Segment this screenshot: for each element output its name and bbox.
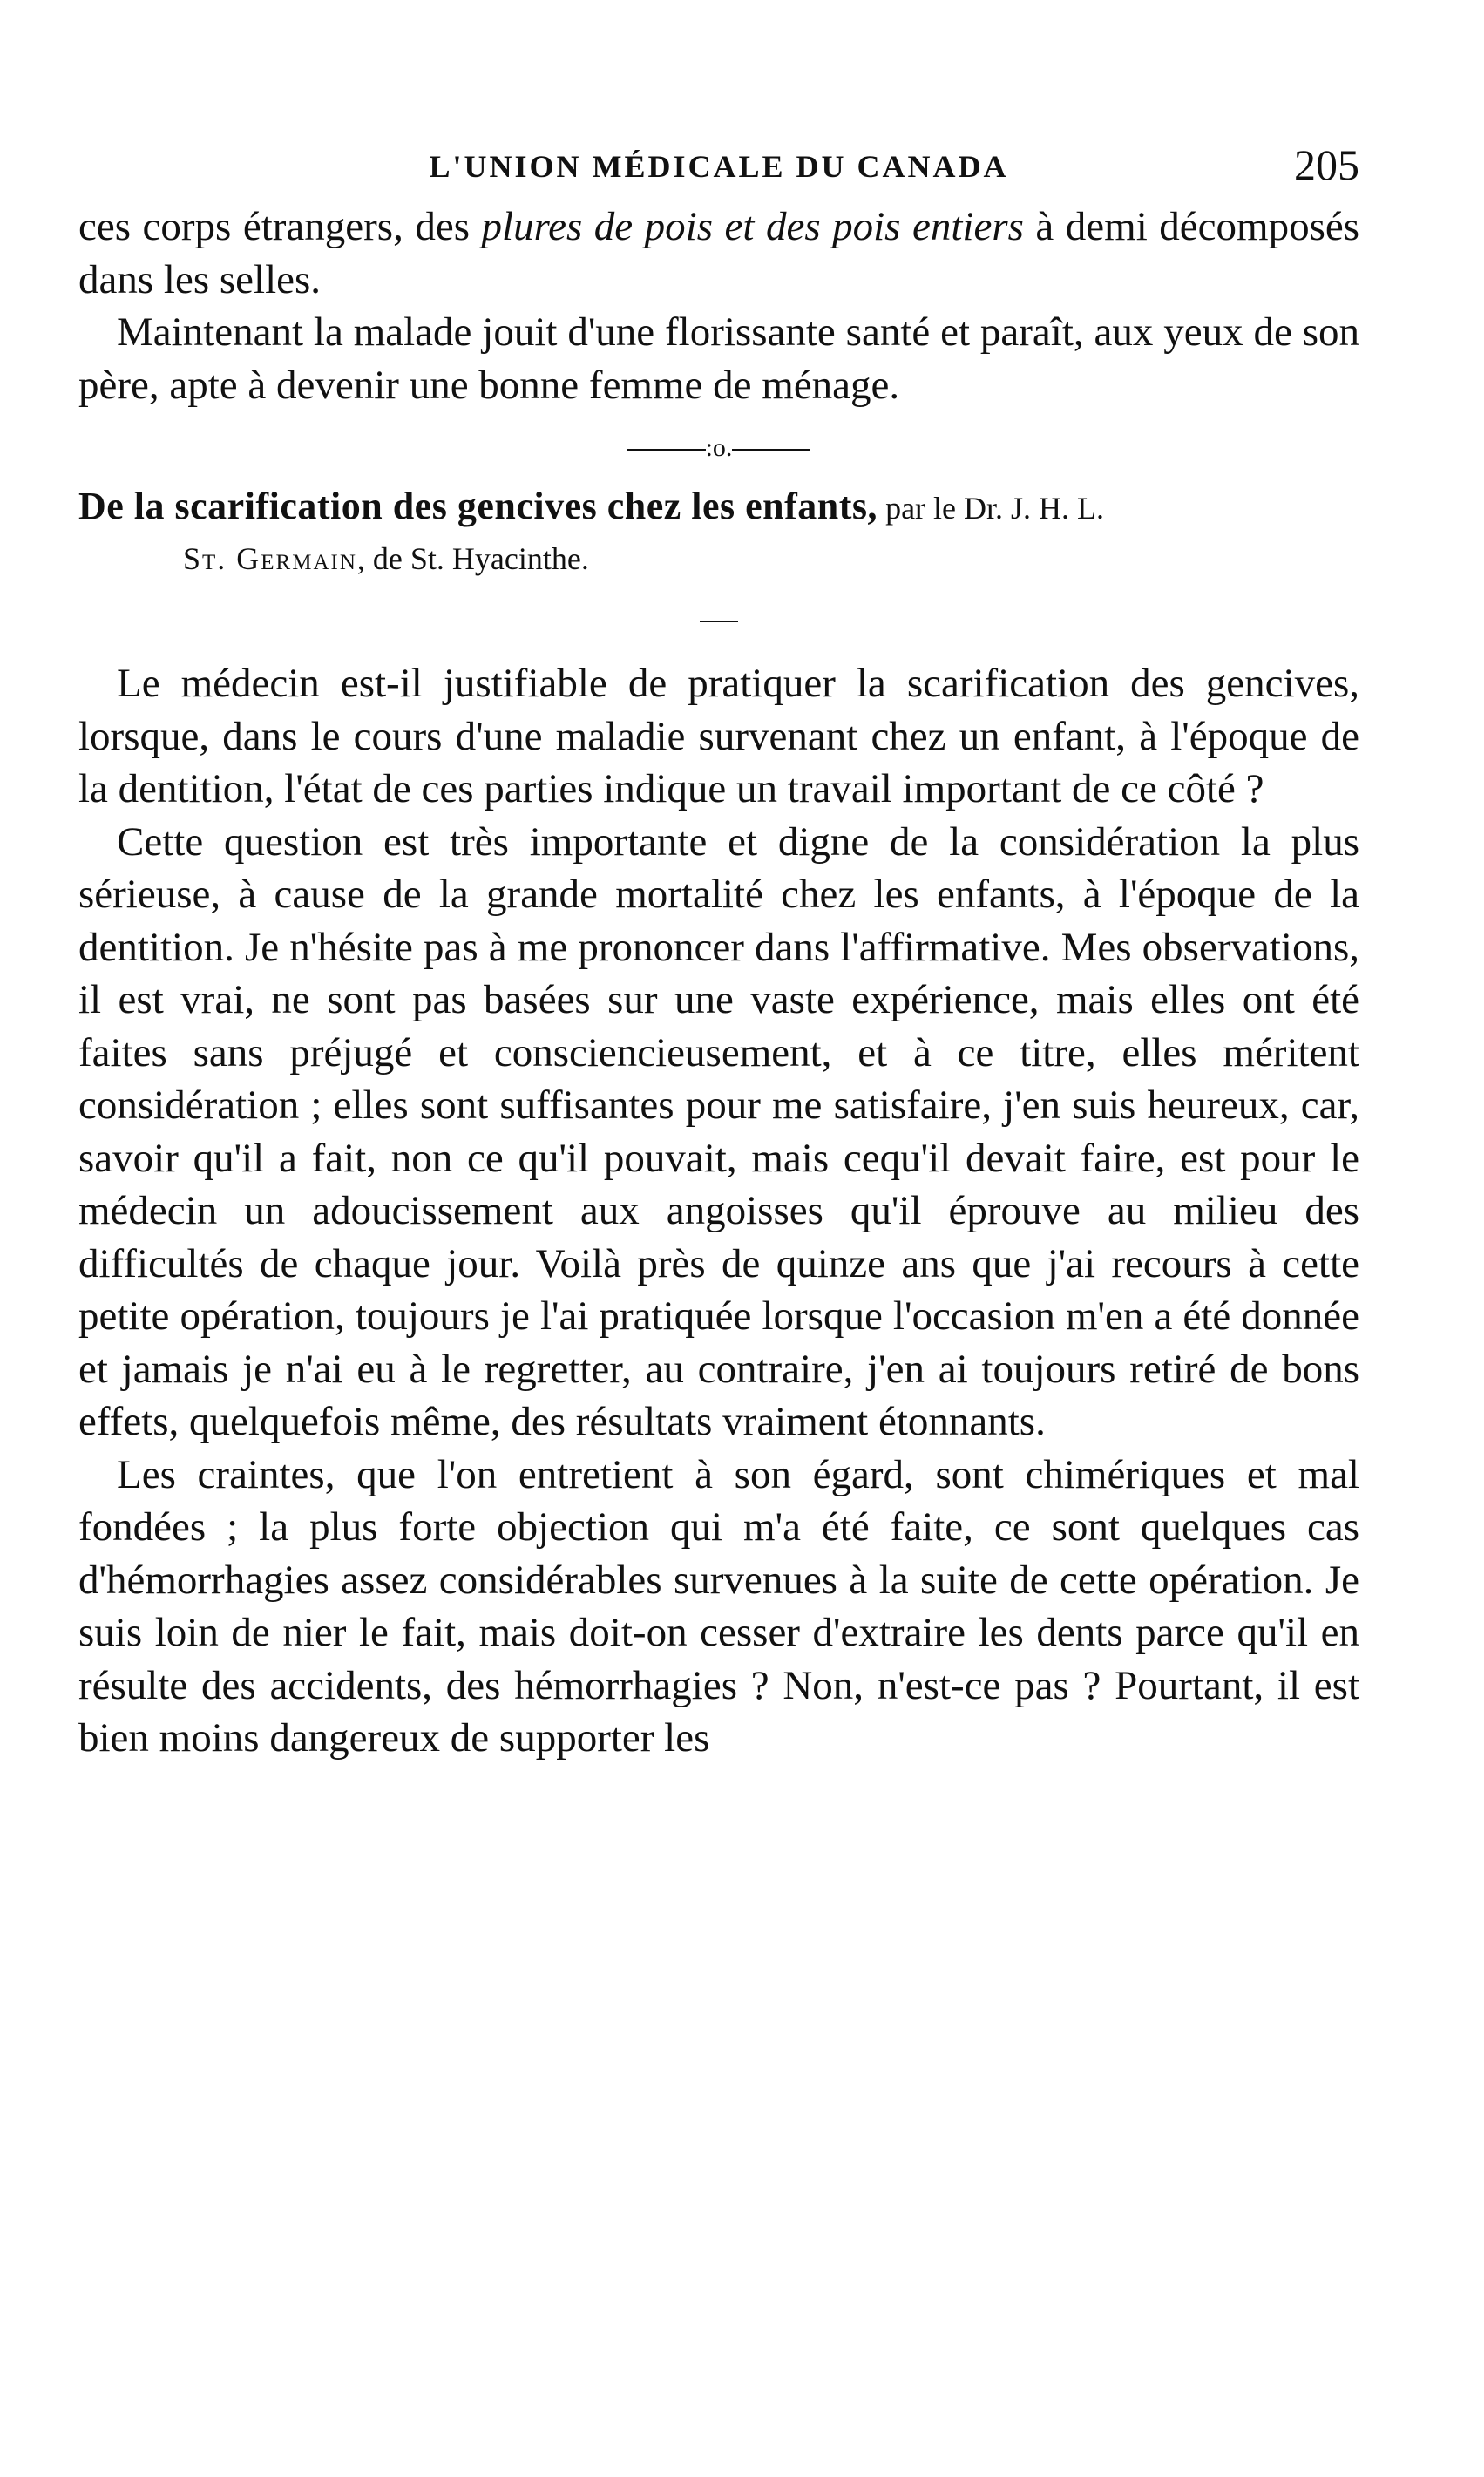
continued-text-end: à demi décomposés dans les selles. bbox=[78, 204, 1360, 302]
paragraph-answer: Cette question est très importante et digne de la considération la plus sérieuse, à cause de la grande mortalité chez les enfants, à l'époque de la dentition. Je n'hésite pas à me prononcer dans l'affirmative. Mes observations, il est vrai, ne sont pas basées sur une vaste expérience, mais elles ont été faites sans préjugé et consciencieusement, et à ce titre, elles méritent considération ; elles sont suffisantes pour me satisfaire, j'en suis heureux, car, savoir qu'il a fait, non ce qu'il pouvait, mais cequ'il devait faire, est pour le médecin un adoucissement aux angoisses qu'il éprouve au milieu des difficultés de chaque jour. Voilà près de quinze ans que j'ai recours à cette petite opération, toujours je l'ai pratiquée lorsque l'occasion m'en a été donnée et jamais je n'ai eu à le regretter, au contraire, j'en ai toujours retiré de bons effets, quelquefois même, des résultats vraiment étonnants. bbox=[78, 818, 1359, 1444]
italic-phrase: plures de pois et des pois entiers bbox=[481, 204, 1024, 249]
continued-paragraph bbox=[78, 200, 1359, 306]
section-separator bbox=[78, 431, 1359, 465]
author-place: , de St. Hyacinthe. bbox=[356, 541, 589, 576]
page-number: 205 bbox=[1294, 140, 1359, 189]
short-rule bbox=[700, 621, 738, 622]
page bbox=[78, 131, 1359, 1765]
paragraph-closing-case: Maintenant la malade jouit d'une florissante santé et paraît, aux yeux de son père, apte à devenir une bonne femme de ménage. bbox=[78, 309, 1359, 408]
continued-text-start: ces corps étrangers, des bbox=[78, 204, 482, 249]
author-name: St. Germain bbox=[183, 541, 357, 576]
running-title: L'UNION MÉDICALE DU CANADA bbox=[429, 149, 1009, 184]
separator-dash-right bbox=[732, 449, 810, 451]
running-head bbox=[78, 131, 1359, 200]
article-heading bbox=[78, 481, 1359, 584]
separator-dash-left bbox=[627, 449, 706, 451]
paragraph-objections: Les craintes, que l'on entretient à son égard, sont chimériques et mal fondées ; la plus forte objection qui m'a été faite, ce sont quelques cas d'hémorrhagies assez considérables survenues à la suite de cette opération. Je suis loin de nier le fait, mais doit-on cesser d'extraire les dents parce qu'il en résulte des accidents, des hémorrhagies ? Non, n'est-ce pas ? Pourtant, il est bien moins dangereux de supporter les bbox=[78, 1451, 1359, 1761]
paragraph-question: Le médecin est-il justifiable de pratiquer la scarification des gencives, lorsque, dans le cours d'une maladie survenant chez un enfant, à l'époque de la dentition, l'état de ces parties indique un travail important de ce côté ? bbox=[78, 661, 1359, 811]
article-byline: par le Dr. J. H. L. bbox=[878, 491, 1105, 526]
article-author bbox=[78, 533, 1359, 584]
article-title: De la scarification des gencives chez les enfants, bbox=[78, 485, 878, 527]
separator-mark: :o. bbox=[705, 433, 733, 462]
